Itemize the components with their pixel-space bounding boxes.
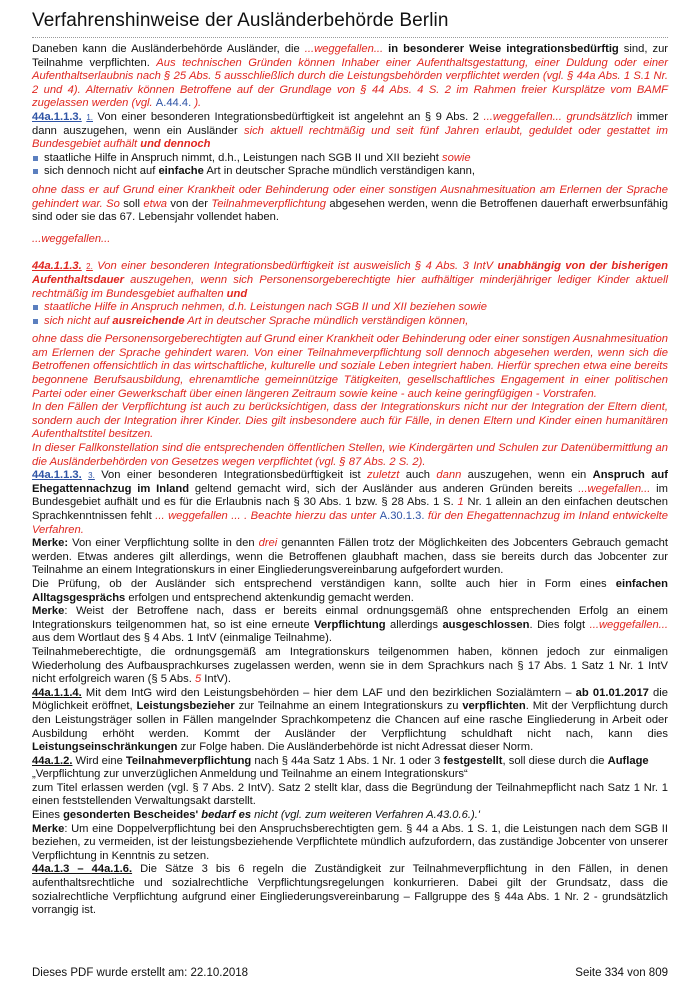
- paragraph: [32, 184, 668, 225]
- bold-italic-text: bedarf es: [198, 809, 252, 822]
- text: Daneben kann die Ausländerbehörde Ausländer, die: [32, 43, 305, 55]
- paragraph: [32, 233, 668, 247]
- list-item: [32, 165, 668, 179]
- text: auszugehen, wenn ein: [461, 469, 593, 482]
- section-number[interactable]: 44a.1.1.3.: [32, 260, 82, 273]
- text: genannten Fällen trotz der Möglichkeiten des Jobcenters Gebrauch gemacht werden. Etwas anderes gilt allerdings, wenn die Betroffenen glaubhaft machen, dass sie bereits durch das Jobcenter zur Teilnahme an einem Integrationskurs in einer Eingliederungsvereinbarung aufgefordert wurden.: [32, 537, 668, 577]
- text: IntV).: [201, 673, 232, 686]
- paragraph-merke: [32, 537, 668, 578]
- text: . Mit der Verpflichtung durch den Leistungsträger sollen in Fällen mangelnder Sprachkompetenz die Chancen auf eine rasche Eingliederung in Arbeit oder Ausbildung erhöht werden. Kommt der Ausländer der Verpflichtung schuldhaft nicht nach, kann dies: [32, 700, 668, 740]
- paragraph: [32, 442, 668, 469]
- red-bold-text: und: [226, 287, 248, 300]
- bold-text: Leistungsbezieher: [136, 700, 235, 713]
- text: geltend gemacht wird, sich der Ausländer aus anderen Gründen bereits: [189, 482, 579, 495]
- red-text: ohne dass die Personensorgeberechtigten auf Grund einer Krankheit oder Behinderung oder einer sonstigen Ausnahmesituation am Erlernen der Sprache gehindert waren. Von einer Teilnahmeverpflichtung soll dennoch abgesehen werden, wenn sich die Betroffenen offensichtlich in das wirtschaftliche, kulturelle und soziale Leben integriert haben. Hierfür sprechen etwa eine bereits begonnene Berufsausbildung, ehrenamtliche gemeinnützige Tätigkeiten, gesellschaftliches Engagement in einer politischen Partei oder einer Gewerkschaft über einen längeren Zeitraum sowie keine - auch keine geringfügigen - Vorstrafen.: [32, 333, 668, 400]
- footer-page-number: Seite 334 von 809: [575, 967, 668, 979]
- red-text: sich nicht auf: [44, 314, 113, 327]
- paragraph-44a-1-1-4: [32, 687, 668, 755]
- red-text: auszugehen, wenn sich Personensorgeberechtigte hier aufhältiger minderjähriger lediger Kinder aktuell rechtmäßig im Bundesgebiet aufhalten: [32, 273, 668, 300]
- red-text: staatliche Hilfe in Anspruch nehmen, d.h. Leistungen nach SGB II und XII beziehen sowie: [44, 301, 488, 314]
- bold-text: Verpflichtung: [314, 618, 386, 631]
- bold-text: Merke:: [32, 537, 69, 550]
- section-number[interactable]: 44a.1.1.3.: [32, 469, 82, 482]
- item-ref[interactable]: 3.: [88, 471, 95, 481]
- text: die Möglichkeit eröffnet,: [32, 686, 668, 713]
- paragraph-merke: [32, 605, 668, 646]
- link-a-30-1-3[interactable]: A.30.1.3.: [379, 510, 425, 522]
- text: soll: [119, 197, 144, 210]
- paragraph-44a-1-1-3-1: [32, 111, 668, 152]
- red-text: ohne dass er auf Grund einer Krankheit oder Behinderung oder einer sonstigen Ausnahmesituation am Erlernen der Sprache gehindert war. So: [32, 183, 668, 210]
- bold-text: Merke: [32, 605, 65, 618]
- item-ref[interactable]: 2.: [86, 262, 93, 272]
- page-title: Verfahrenshinweise der Ausländerbehörde Berlin: [32, 10, 449, 31]
- red-text: sowie: [442, 151, 471, 164]
- bold-text: Auflage: [607, 754, 649, 767]
- red-text: ...wegefallen...: [578, 482, 651, 495]
- text: „Verpflichtung zur unverzüglichen Anmeldung und Teilnahme an einem Integrationskurs“: [32, 768, 468, 781]
- text: auch: [399, 469, 437, 482]
- text: abgesehen werden, wenn die Betroffenen dauerhaft erwerbsunfähig sind oder sie das 67. Lebensjahr vollendet haben.: [32, 197, 668, 224]
- red-bold-text: ausreichende: [112, 314, 185, 327]
- document-body: [32, 43, 668, 918]
- text: Nr. 1 allein an den einfachen deutschen Sprachkenntnissen fehlt: [32, 496, 668, 522]
- item-ref[interactable]: 1.: [86, 112, 93, 122]
- text: Die Prüfung, ob der Ausländer sich entsprechend verständigen kann, sollte auch hier in Form eines: [32, 577, 616, 590]
- red-text: dann: [436, 469, 462, 482]
- text: , soll diese durch die: [502, 754, 608, 767]
- text: Teilnahmeberechtigte, die ordnungsgemäß am Integrationskurs teilgenommen haben, können jedoch zur einmaligen Wiederholung des Aufbausprachkurses zugelassen werden, wenn sie in dem Sprachkurs nach § 17 Abs. 1 Satz 1 Nr. 1 IntV nicht erfolgreich waren (§ 5 Abs.: [32, 645, 668, 686]
- footer-created-date: Dieses PDF wurde erstellt am: 22.10.2018: [32, 967, 249, 979]
- bold-text: festgestellt: [443, 754, 503, 767]
- paragraph-intro: [32, 43, 668, 111]
- paragraph-quote: [32, 768, 668, 782]
- text: . Dies folgt: [529, 618, 590, 631]
- paragraph: [32, 646, 668, 687]
- red-text: ...weggefallen...: [32, 232, 111, 245]
- red-text: ...weggefallen...: [589, 618, 668, 631]
- paragraph: [32, 333, 668, 401]
- red-text: ...weggefallen...: [304, 43, 384, 55]
- red-text: Von einer besonderen Integrationsbedürftigkeit ist ausweislich § 4 Abs. 3 IntV: [92, 260, 498, 273]
- section-number[interactable]: 44a.1.1.3.: [32, 110, 82, 123]
- bold-text: Anspruch auf Ehegattennachzug im Inland: [32, 469, 668, 495]
- red-text: drei: [258, 537, 278, 550]
- red-text: sich aktuell rechtmäßig und seit fünf Jahren erlaubt, geduldet oder gestattet im Bundesgebiet aufhält: [32, 124, 668, 151]
- red-text: In dieser Fallkonstellation sind die entsprechenden öffentlichen Stellen, wie Kindergärten und Schulen zur Datenübermittlung an die Ausländerbehörden von Gesetzes wegen verpflichtet (vgl. § 87 Abs. 2 S. 2).: [32, 442, 668, 468]
- text: zur Teilnahme an einem Integrationskurs zu: [234, 700, 463, 713]
- bold-text: Leistungseinschränkungen: [32, 741, 178, 754]
- bold-text: in besonderer Weise integrationsbedürftig: [383, 43, 619, 55]
- red-text: zuletzt: [367, 469, 400, 482]
- bold-text: Teilnahmeverpflichtung: [125, 754, 252, 767]
- red-text: Aus technischen Gründen können Inhaber einer Aufenthaltsgestattung, einer Duldung oder einer Aufenthaltserlaubnis nach § 25 Abs. 5 ausschließlich durch die Leistungsbehörden verpflichtet werden (vgl. § 44a Abs. 1 S.1 Nr. 2 und 4). Alternativ können Betroffene auf der Grundlage von § 44 Abs. 4 S. 2 im Rahmen freier Kursplätze vom BAMF zugelassen werden (vgl.: [32, 56, 668, 110]
- paragraph: [32, 578, 668, 605]
- text: staatliche Hilfe in Anspruch nimmt, d.h., Leistungen nach SGB II und XII bezieht: [44, 151, 442, 164]
- text: zur Folge haben. Die Ausländerbehörde ist nicht Adressat dieser Norm.: [177, 741, 534, 754]
- text: Von einer besonderen Integrationsbedürftigkeit ist angelehnt an § 9 Abs. 2: [93, 110, 484, 123]
- red-text: etwa: [143, 197, 168, 210]
- section-number: 44a.1.3 – 44a.1.6.: [32, 863, 133, 876]
- bold-text: Merke: [32, 822, 65, 835]
- list-item: [32, 152, 668, 166]
- red-text: ).: [191, 97, 202, 110]
- text: erfolgen und entsprechend aktenkundig gemacht werden.: [125, 591, 414, 604]
- red-text: 5: [194, 673, 202, 686]
- bold-text: ab 01.01.2017: [575, 686, 649, 699]
- text: Von einer besonderen Integrationsbedürftigkeit ist: [94, 469, 368, 482]
- text: zum Titel erlassen werden (vgl. § 7 Abs. 2 IntV). Satz 2 stellt klar, dass die Begründung der Teilnahmepflicht nach Satz 1 Nr. 1 einen feststellenden Verwaltungsakt darstellt.: [32, 781, 668, 808]
- bold-text: einfache: [158, 165, 204, 178]
- red-bold-text: und dennoch: [137, 138, 211, 151]
- bold-text: gesonderten Bescheides': [63, 809, 199, 822]
- red-text: Teilnahmeverpflichtung: [211, 197, 327, 210]
- text: : Um eine Doppelverpflichtung bei den Anspruchsberechtigten gem. § 44 a Abs. 1 S. 1, die Leistungen nach dem SGB II beziehen, zu vermeiden, ist der leistungsbeziehende Verpflichtete mündlich aufzufordern, das zuständige Jobcenter von unserer Verpflichtung in Kenntnis zu setzen.: [32, 822, 668, 862]
- bold-text: verpflichten: [462, 700, 526, 713]
- bold-text: ausgeschlossen: [442, 618, 530, 631]
- text: Mit dem IntG wird den Leistungsbehörden – hier dem LAF und den bezirklichen Sozialämtern –: [81, 686, 576, 699]
- text: Art in deutscher Sprache mündlich verständigen kann,: [203, 165, 475, 178]
- text: allerdings: [385, 618, 443, 631]
- paragraph: [32, 809, 668, 823]
- text: sind, zur Teilnahme verpflichten.: [32, 43, 669, 69]
- paragraph: [32, 401, 668, 442]
- paragraph-merke: [32, 823, 668, 864]
- text: aus dem Wortlaut des § 4 Abs. 1 IntV (einmalige Teilnahme).: [32, 632, 332, 645]
- red-text: für den Ehegattennachzug im Inland entwickelte Verfahren.: [32, 510, 668, 536]
- italic-text: nicht (vgl. zum weiteren Verfahren A.43.0.6.).': [251, 809, 480, 822]
- red-text: 1: [457, 496, 464, 509]
- red-text: In den Fällen der Verpflichtung ist auch zu berücksichtigen, dass der Integrationskurs nicht nur der Integration der Eltern dient, sondern auch der Integration ihrer Kinder. Dies gilt insbesondere auch für Fälle, in denen Eltern und Kinder einen humanitären Aufenthaltstitel besitzen.: [32, 401, 668, 441]
- bold-text: einfachen Alltagsgesprächs: [32, 577, 668, 604]
- paragraph-44a-1-1-3-3: [32, 469, 668, 537]
- text: : Weist der Betroffene nach, dass er bereits einmal ordnungsgemäß ohne entsprechenden Erfolg an einem Integrationskurs teilgenommen hat, so ist eine erneute: [32, 605, 668, 631]
- list-item: [32, 315, 668, 329]
- title-divider: [32, 37, 668, 38]
- red-text: Art in deutscher Sprache mündlich verständigen können,: [184, 314, 469, 327]
- paragraph-44a-1-2: [32, 755, 668, 769]
- text: Wird eine: [72, 754, 126, 767]
- paragraph: [32, 782, 668, 809]
- section-number: 44a.1.1.4.: [32, 686, 82, 699]
- text: immer dann auszugehen, wenn ein Ausländer: [32, 110, 669, 137]
- text: im Bundesgebiet aufhält und es für die Erlaubnis nach § 30 Abs. 1 bzw. § 28 Abs. 1 S.: [32, 482, 668, 509]
- red-text: ...weggefallen... grundsätzlich: [483, 110, 633, 123]
- list-item: [32, 301, 668, 315]
- text: nach § 44a Satz 1 Abs. 1 Nr. 1 oder 3: [251, 754, 444, 767]
- red-bold-text: unabhängig von der bisherigen Aufenthaltsdauer: [32, 260, 668, 286]
- section-number: 44a.1.2.: [32, 754, 73, 767]
- paragraph-44a-1-3-6: [32, 863, 668, 917]
- link-a-44-4[interactable]: A.44.4.: [155, 97, 192, 110]
- paragraph-44a-1-1-3-2: [32, 260, 668, 301]
- text: sich dennoch nicht auf: [44, 165, 159, 178]
- red-text: ... weggefallen ... . Beachte hierzu das unter: [155, 510, 380, 522]
- text: Von einer Verpflichtung sollte in den: [68, 537, 259, 550]
- text: Eines: [32, 809, 64, 822]
- text: Die Sätze 3 bis 6 regeln die Zuständigkeit zur Teilnahmeverpflichtung in den Fällen, in denen aufenthaltsrechtliche und sozialrechtliche Verpflichtungsregelungen konkurrieren. Dabei gilt der Grundsatz, dass die sozialrechtliche Verpflichtung aufgrund einer Eingliederungsvereinbarung – Fallgruppe des § 44a Abs. 1 Nr. 2 - grundsätzlich vorrangig ist.: [32, 863, 668, 917]
- text: von der: [167, 197, 212, 210]
